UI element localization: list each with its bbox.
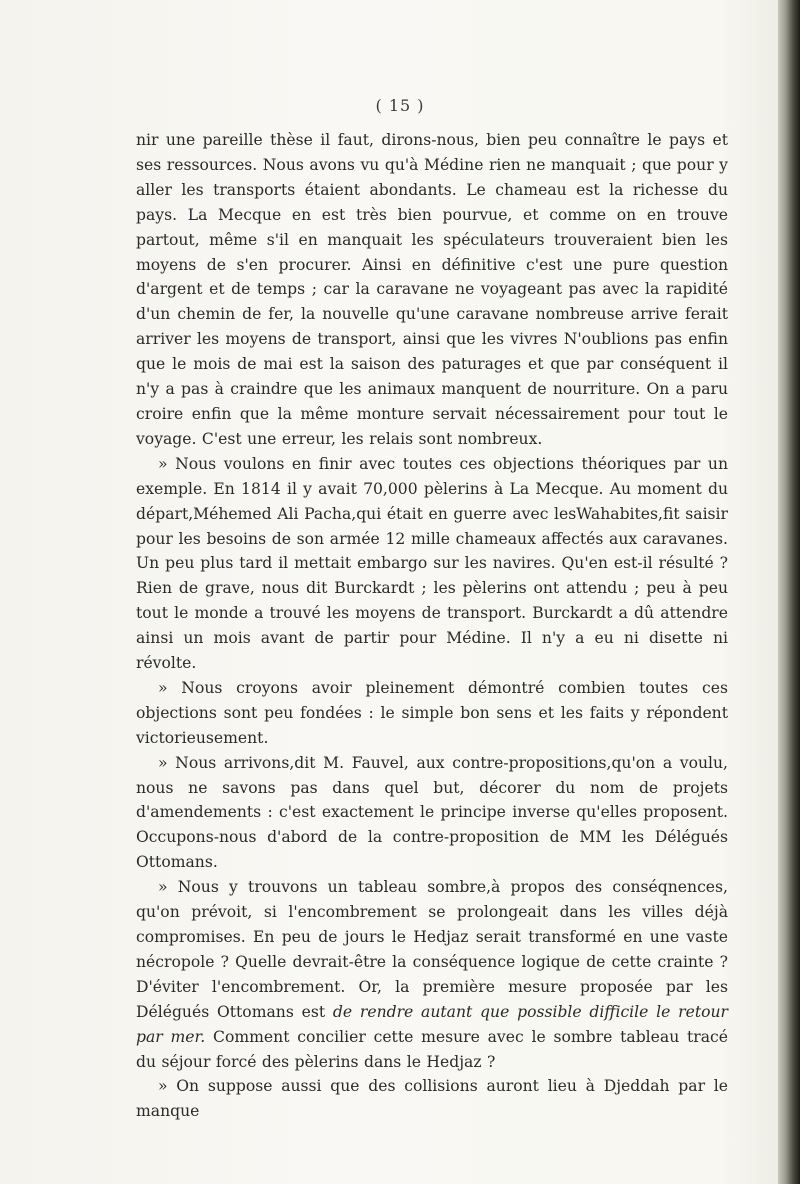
page-number: ( 15 ) xyxy=(375,96,425,115)
paragraph-5-text: » Nous y trouvons un tableau sombre,à propos des conséqnences, qu'on prévoit, si l'encombrement se prolongeait dans les villes déjà compromises. En peu de jours le Hedjaz serait transformé en une vaste nécropole ? Quelle devrait-être la conséquence logique de cette crainte ? D'éviter l'encombrement. Or, la première mesure proposée par les Délégués Ottomans est xyxy=(136,878,728,1021)
paragraph-3: » Nous croyons avoir pleinement démontré combien toutes ces objections sont peu fondées : le simple bon sens et les faits y répondent victorieusement. xyxy=(136,678,728,747)
body-text xyxy=(136,128,728,1124)
paragraph-6: » On suppose aussi que des collisions auront lieu à Djeddah par le manque xyxy=(136,1077,728,1121)
page-binding-edge xyxy=(778,0,800,1184)
paragraph-1: nir une pareille thèse il faut, dirons-nous, bien peu connaître le pays et ses ressources. Nous avons vu qu'à Médine rien ne manquait ; que pour y aller les transports étaient abondants. Le chameau est la richesse du pays. La Mecque en est très bien pourvue, et comme on en trouve partout, même s'il en manquait les spéculateurs trouveraient bien les moyens de s'en procurer. Ainsi en définitive c'est une pure question d'argent et de temps ; car la caravane ne voyageant pas avec la rapidité d'un chemin de fer, la nouvelle qu'une caravane nombreuse arrive ferait arriver les moyens de transport, ainsi que les vivres N'oublions pas enfin que le mois de mai est la saison des paturages et que par conséquent il n'y a pas à craindre que les animaux manquent de nourriture. On a paru croire enfin que la même monture servait nécessairement pour tout le voyage. C'est une erreur, les relais sont nombreux. xyxy=(136,131,728,448)
paragraph-2: » Nous voulons en finir avec toutes ces objections théoriques par un exemple. En 1814 il y avait 70,000 pèlerins à La Mecque. Au moment du départ,Méhemed Ali Pacha,qui était en guerre avec lesWahabites,fit saisir pour les besoins de son armée 12 mille chameaux affectés aux caravanes. Un peu plus tard il mettait embargo sur les navires. Qu'en est-il résulté ? Rien de grave, nous dit Burckardt ; les pèlerins ont attendu ; peu à peu tout le monde a trouvé les moyens de transport. Burckardt a dû attendre ainsi un mois avant de partir pour Médine. Il n'y a eu ni disette ni révolte. xyxy=(136,454,728,673)
paragraph-4: » Nous arrivons,dit M. Fauvel, aux contre-propositions,qu'on a voulu, nous ne savons pas dans quel but, décorer du nom de projets d'amendements : c'est exactement le principe inverse qu'elles proposent. Occupons-nous d'abord de la contre-proposition de MM les Délégués Ottomans. xyxy=(136,753,728,872)
paragraph-5-italic: de rendre autant que possible difficile le retour par mer. xyxy=(136,1002,728,1046)
paragraph-5 xyxy=(136,875,728,1074)
paragraph-5-text-end: Comment concilier cette mesure avec le sombre tableau tracé du séjour forcé des pèlerins dans le Hedjaz ? xyxy=(136,1027,729,1071)
